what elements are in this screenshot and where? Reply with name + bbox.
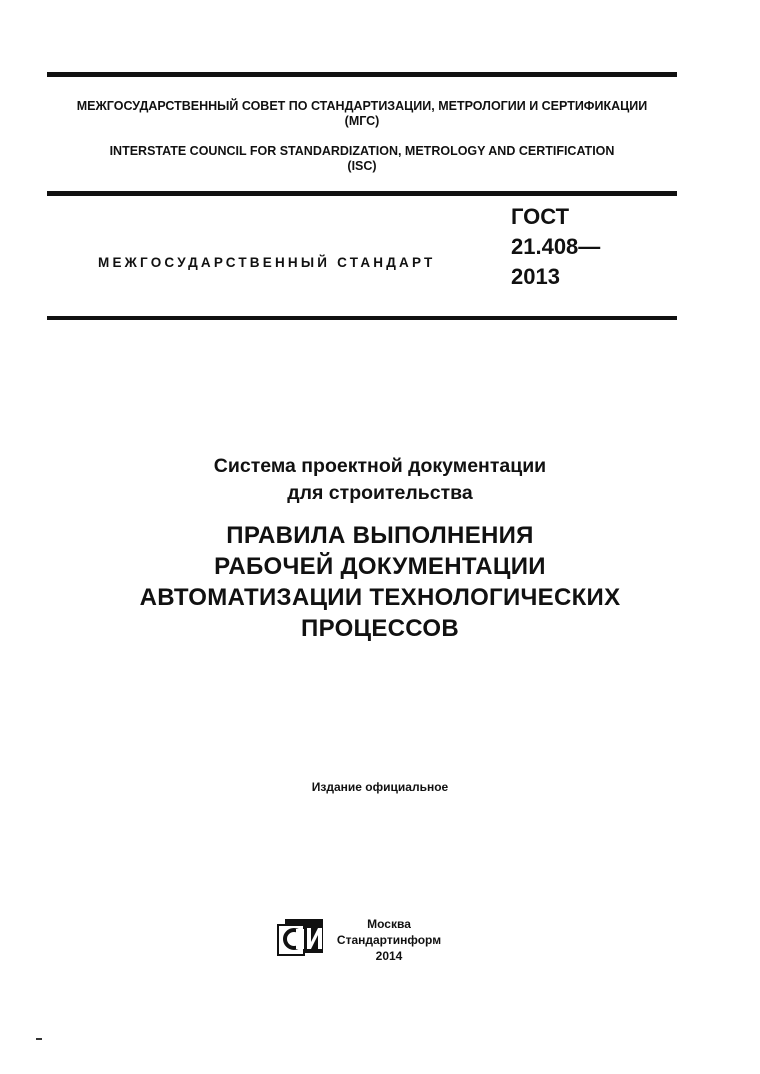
publication-year: 2014 [375, 949, 403, 963]
document-title [0, 520, 760, 644]
publisher-name: Стандартинформ [336, 933, 442, 947]
standard-type-label: МЕЖГОСУДАРСТВЕННЫЙ СТАНДАРТ [98, 255, 436, 270]
gost-code: 21.408— [511, 234, 601, 259]
document-title-line: АВТОМАТИЗАЦИИ ТЕХНОЛОГИЧЕСКИХ [139, 584, 621, 611]
council-name-en-line: INTERSTATE COUNCIL FOR STANDARDIZATION, METROLOGY AND CERTIFICATION [109, 144, 615, 158]
council-name-english [47, 144, 677, 174]
middle-divider [47, 191, 677, 196]
publisher-city: Москва [367, 917, 411, 931]
council-name-russian [47, 99, 677, 129]
system-title-line: Система проектной документации [213, 455, 547, 477]
system-title-line: для строительства [287, 482, 473, 504]
council-abbr-en: (ISC) [347, 159, 377, 173]
document-title-line: ПРОЦЕССОВ [301, 615, 459, 642]
council-abbr-ru: (МГС) [344, 114, 380, 128]
council-name-ru-line: МЕЖГОСУДАРСТВЕННЫЙ СОВЕТ ПО СТАНДАРТИЗАЦИИ, МЕТРОЛОГИИ И СЕРТИФИКАЦИИ [76, 99, 648, 113]
bottom-divider [47, 316, 677, 320]
system-title [0, 453, 760, 507]
top-divider [47, 72, 677, 77]
gost-number [511, 202, 600, 292]
scan-mark [36, 1038, 42, 1040]
standartinform-logo-icon [276, 915, 326, 957]
document-title-line: РАБОЧЕЙ ДОКУМЕНТАЦИИ [214, 553, 546, 580]
publisher-imprint [334, 916, 444, 964]
gost-year: 2013 [511, 264, 560, 289]
edition-note: Издание официальное [311, 780, 449, 794]
gost-prefix: ГОСТ [511, 204, 570, 229]
document-title-line: ПРАВИЛА ВЫПОЛНЕНИЯ [226, 522, 534, 549]
